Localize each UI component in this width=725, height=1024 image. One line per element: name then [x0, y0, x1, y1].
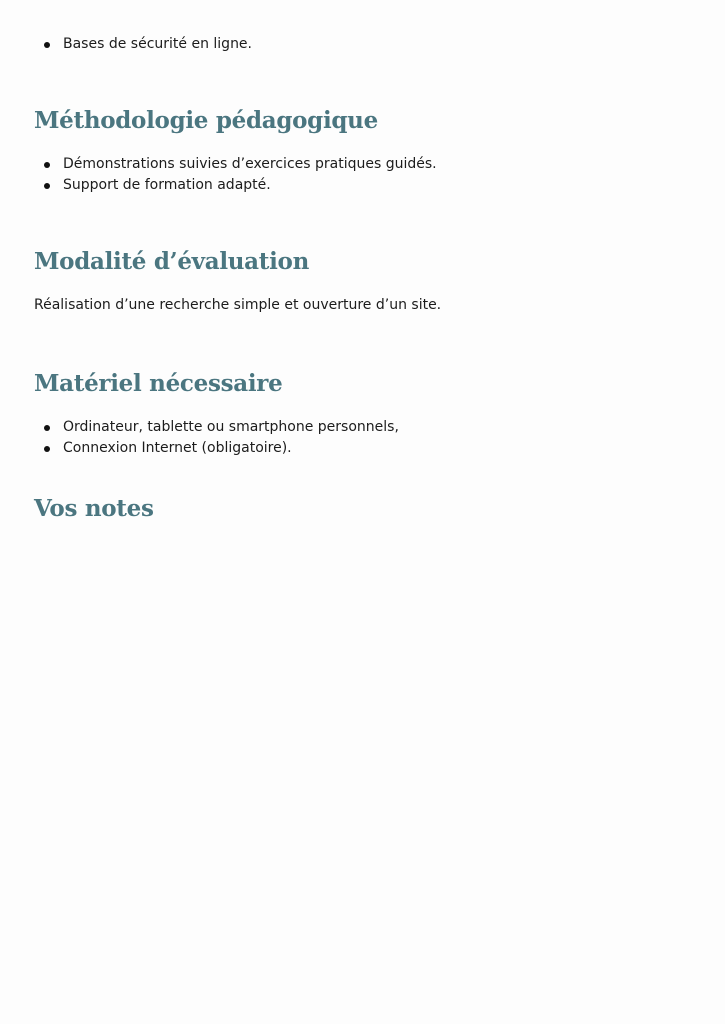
list-item-text: Bases de sécurité en ligne. [63, 36, 252, 52]
bullet-icon [44, 425, 50, 431]
list-item [34, 154, 437, 175]
bullet-icon [44, 42, 50, 48]
list-item [34, 438, 399, 459]
list-item-text: Démonstrations suivies d’exercices pratiques guidés. [63, 156, 437, 172]
list-item-text: Ordinateur, tablette ou smartphone personnels, [63, 419, 399, 435]
equipment-list [34, 417, 399, 459]
list-item-text: Connexion Internet (obligatoire). [63, 440, 292, 456]
intro-list [34, 34, 252, 55]
bullet-icon [44, 446, 50, 452]
evaluation-heading: Modalité d’évaluation [34, 248, 310, 275]
equipment-heading: Matériel nécessaire [34, 370, 283, 397]
evaluation-text: Réalisation d’une recherche simple et ouverture d’un site. [34, 297, 442, 313]
methodology-heading: Méthodologie pédagogique [34, 107, 378, 134]
list-item [34, 175, 437, 196]
list-item [34, 417, 399, 438]
list-item [34, 34, 252, 55]
notes-area [34, 540, 691, 990]
methodology-list [34, 154, 437, 196]
list-item-text: Support de formation adapté. [63, 177, 271, 193]
notes-heading: Vos notes [34, 495, 154, 522]
bullet-icon [44, 183, 50, 189]
bullet-icon [44, 162, 50, 168]
